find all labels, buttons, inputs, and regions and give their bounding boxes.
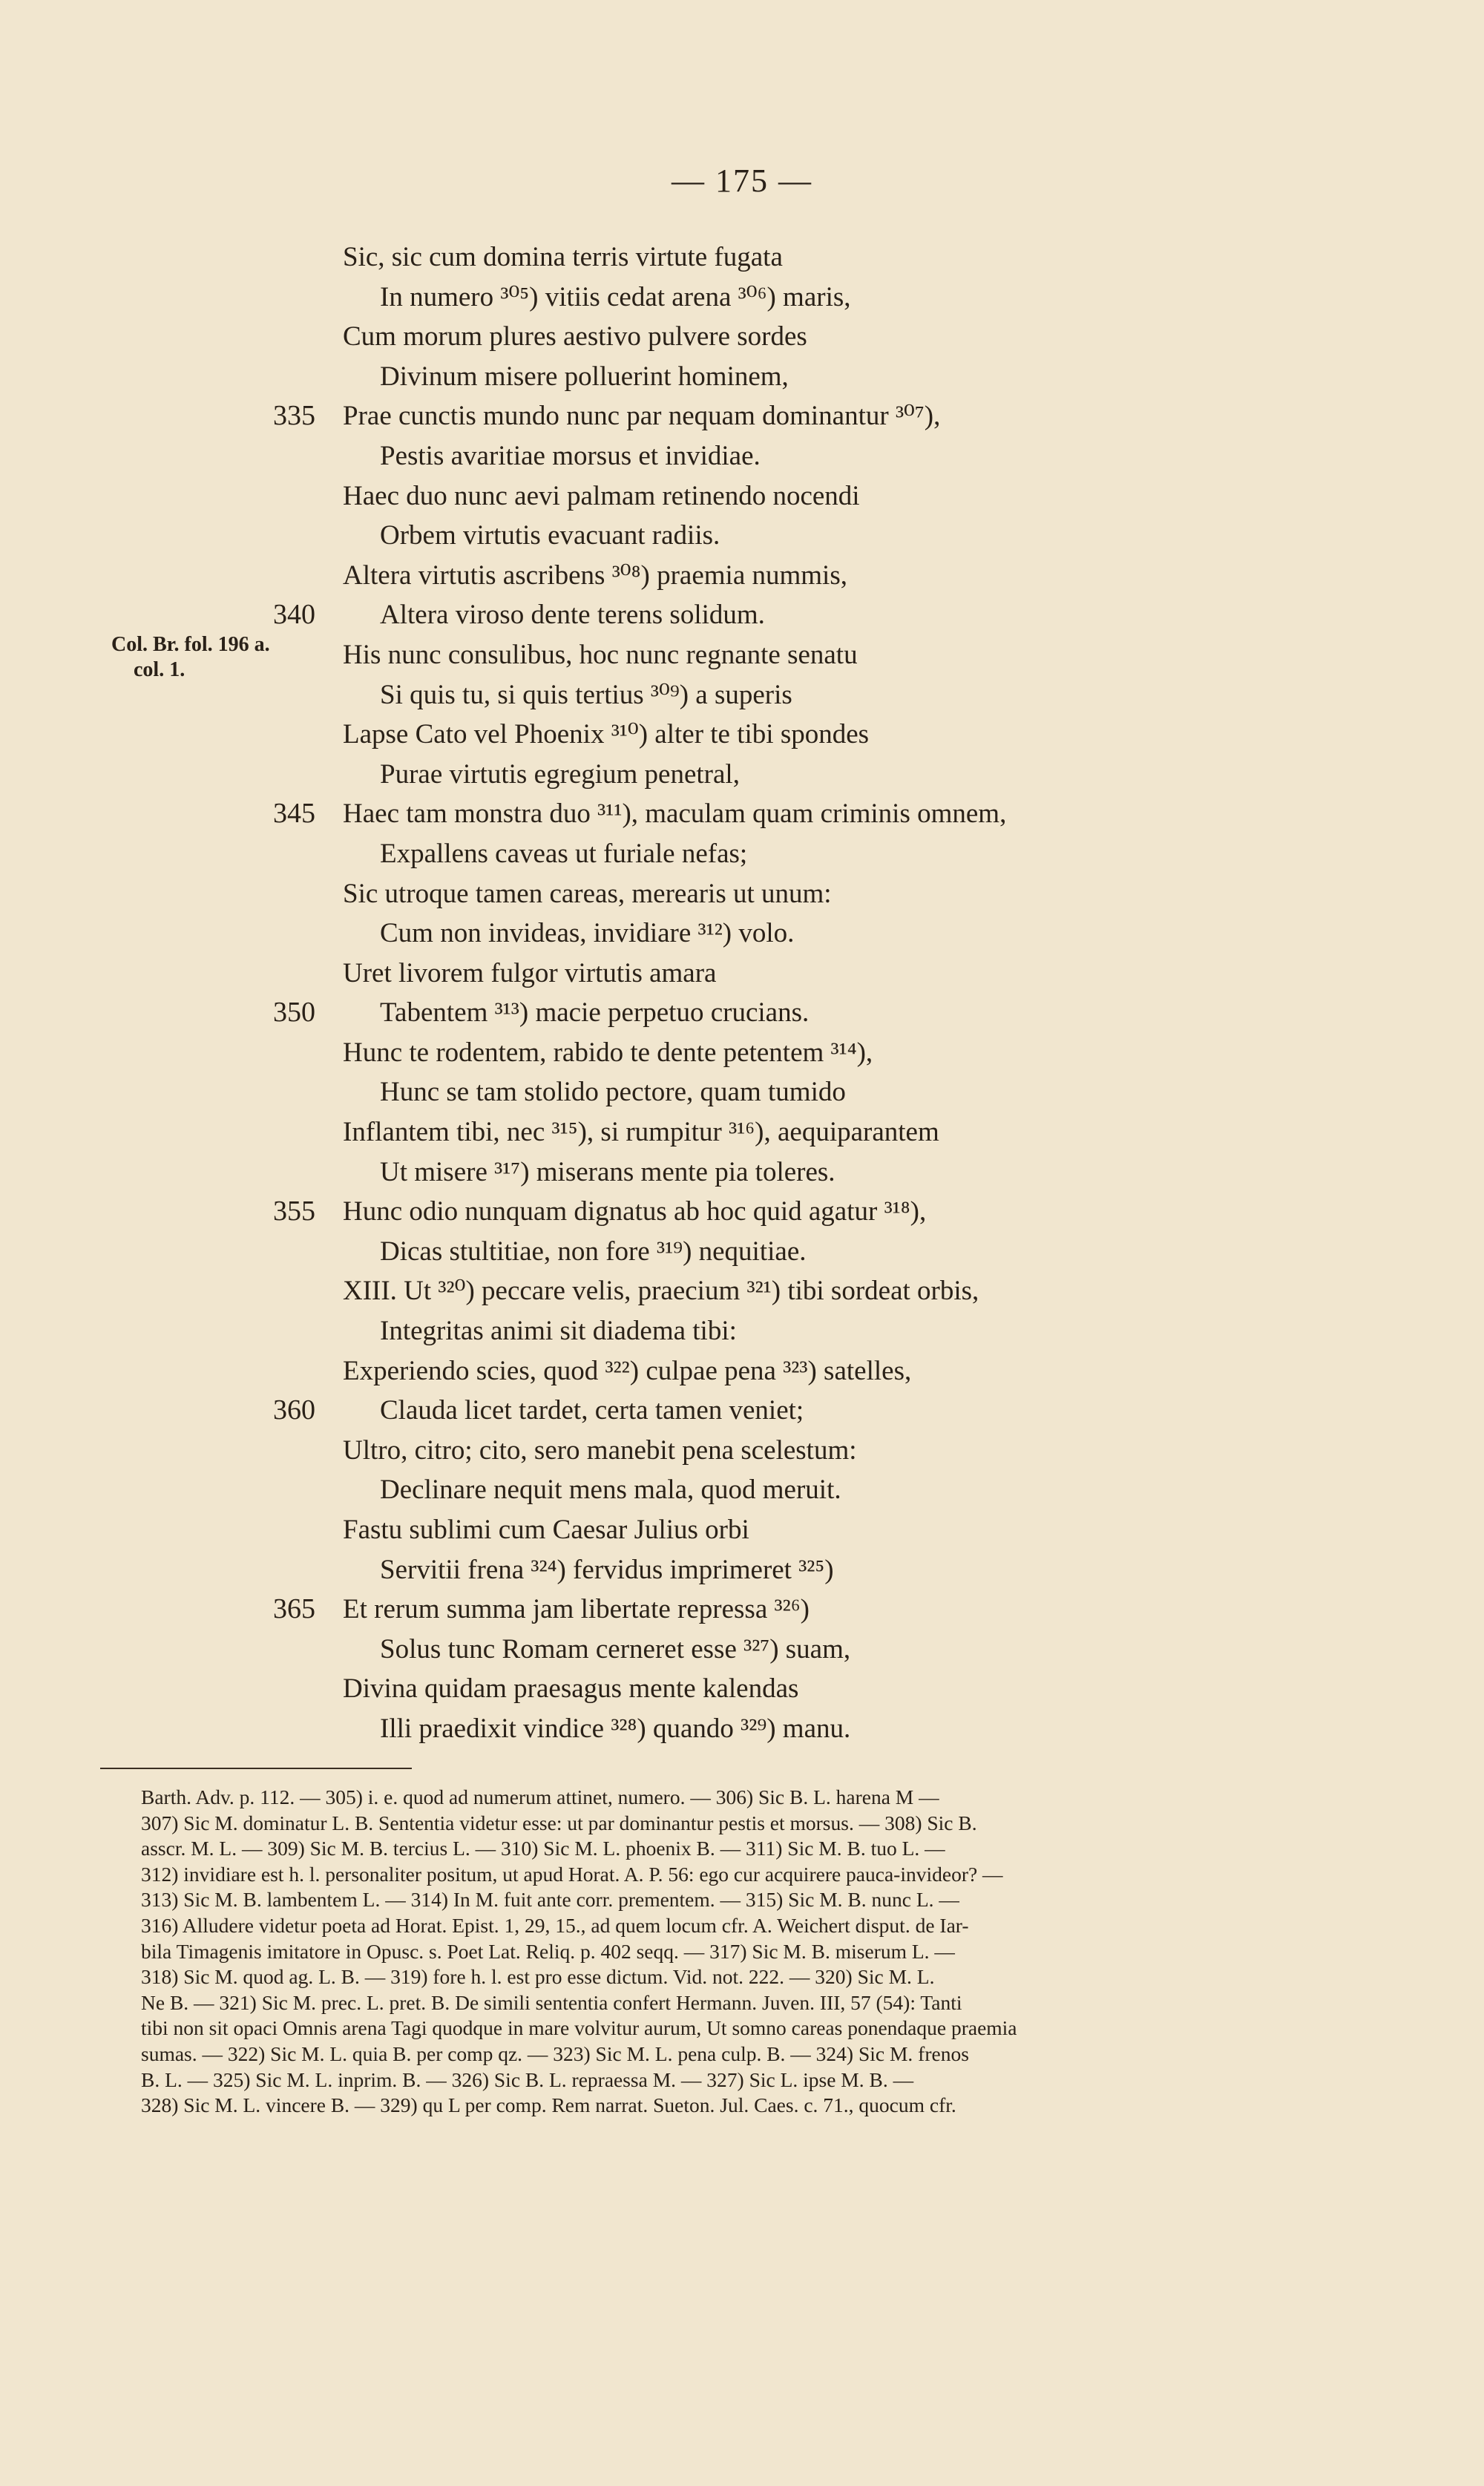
footnote-line: 307) Sic M. dominatur L. B. Sententia videtur esse: ut par dominantur pestis et morsus. — 308) Sic B.: [141, 1811, 977, 1834]
verse-line: [0, 954, 1484, 994]
verse-line: [0, 476, 1484, 516]
verse-line: [0, 357, 1484, 397]
verse-line: [0, 1271, 1484, 1311]
footnote-rule: [100, 1768, 412, 1769]
verse-text: Ut misere ³¹⁷) miserans mente pia toleres.: [380, 1156, 835, 1187]
verse-text: Expallens caveas ut furiale nefas;: [380, 838, 748, 869]
page-number: — 175 —: [672, 163, 812, 199]
footnote-line: 318) Sic M. quod ag. L. B. — 319) fore h. l. est pro esse dictum. Vid. not. 222. — 320) Sic M. L.: [141, 1965, 935, 1989]
verse-text: Solus tunc Romam cerneret esse ³²⁷) suam,: [380, 1633, 851, 1665]
verse-line: [0, 1033, 1484, 1073]
verse-line: [0, 237, 1484, 278]
line-number: 345: [273, 798, 315, 830]
verse-line: [0, 1391, 1484, 1431]
verse-line: [0, 874, 1484, 914]
verse-text: Purae virtutis egregium penetral,: [380, 758, 740, 790]
verse-text: Experiendo scies, quod ³²²) culpae pena ³²³) satelles,: [343, 1355, 912, 1386]
verse-text: Sic utroque tamen careas, merearis ut unum:: [343, 878, 832, 909]
verse-line: [0, 1152, 1484, 1193]
verse-line: [0, 1232, 1484, 1272]
verse-block: [0, 237, 1484, 1749]
verse-text: Divina quidam praesagus mente kalendas: [343, 1673, 799, 1705]
footnote-line: asscr. M. L. — 309) Sic M. B. tercius L. — 310) Sic M. L. phoenix B. — 311) Sic M. B. tuo L. —: [141, 1837, 945, 1860]
verse-text: Et rerum summa jam libertate repressa ³²⁶): [343, 1594, 810, 1625]
verse-text: XIII. Ut ³²⁰) peccare velis, praecium ³²¹) tibi sordeat orbis,: [343, 1276, 979, 1307]
verse-line: [0, 556, 1484, 596]
verse-line: [0, 1192, 1484, 1232]
verse-text: Hunc se tam stolido pectore, quam tumido: [380, 1077, 846, 1108]
verse-line: [0, 1072, 1484, 1112]
verse-text: Tabentem ³¹³) macie perpetuo crucians.: [380, 997, 810, 1029]
footnote-line: tibi non sit opaci Omnis arena Tagi quodque in mare volvitur aurum, Ut somno careas ponendaque praemia: [141, 2016, 1017, 2040]
verse-line: [0, 1112, 1484, 1152]
line-number: 340: [273, 599, 315, 631]
verse-text: Orbem virtutis evacuant radiis.: [380, 520, 720, 551]
verse-text: Inflantem tibi, nec ³¹⁵), si rumpitur ³¹⁶), aequiparantem: [343, 1117, 939, 1148]
footnote-line: 313) Sic M. B. lambentem L. — 314) In M. fuit ante corr. prementem. — 315) Sic M. B. nunc L. —: [141, 1888, 959, 1912]
verse-text: Fastu sublimi cum Caesar Julius orbi: [343, 1515, 749, 1545]
verse-text: Haec tam monstra duo ³¹¹), maculam quam criminis omnem,: [343, 798, 1007, 830]
footnote-line: bila Timagenis imitatore in Opusc. s. Poet Lat. Reliq. p. 402 seqq. — 317) Sic M. B. miserum L. —: [141, 1939, 955, 1963]
verse-line: [0, 1630, 1484, 1670]
verse-line: [0, 914, 1484, 954]
verse-text: Altera viroso dente terens solidum.: [380, 600, 765, 631]
line-number: 355: [273, 1196, 315, 1227]
footnote-line: 328) Sic M. L. vincere B. — 329) qu L per comp. Rem narrat. Sueton. Jul. Caes. c. 71., quocum cfr.: [141, 2093, 956, 2117]
verse-line: [0, 1550, 1484, 1590]
footnote-line: Barth. Adv. p. 112. — 305) i. e. quod ad numerum attinet, numero. — 306) Sic B. L. harena M —: [141, 1785, 939, 1808]
verse-line: [0, 1510, 1484, 1550]
verse-text: Hunc odio nunquam dignatus ab hoc quid agatur ³¹⁸),: [343, 1196, 927, 1227]
verse-line: [0, 1470, 1484, 1510]
verse-text: Clauda licet tardet, certa tamen veniet;: [380, 1395, 804, 1426]
verse-line: [0, 1590, 1484, 1630]
verse-text: Cum non invideas, invidiare ³¹²) volo.: [380, 918, 795, 949]
verse-text: Dicas stultitiae, non fore ³¹⁹) nequitiae.: [380, 1236, 807, 1267]
verse-line: [0, 436, 1484, 476]
verse-text: Hunc te rodentem, rabido te dente petentem ³¹⁴),: [343, 1037, 873, 1068]
verse-text: Ultro, citro; cito, sero manebit pena scelestum:: [343, 1434, 857, 1466]
footnote-line: B. L. — 325) Sic M. L. inprim. B. — 326) Sic B. L. repraessa M. — 327) Sic L. ipse M. B. —: [141, 2067, 914, 2091]
verse-line: [0, 715, 1484, 755]
verse-text: Servitii frena ³²⁴) fervidus imprimeret ³²⁵): [380, 1554, 834, 1585]
verse-text: Illi praedixit vindice ³²⁸) quando ³²⁹) manu.: [380, 1713, 851, 1744]
line-number: 360: [273, 1394, 315, 1426]
verse-line: [0, 1709, 1484, 1749]
verse-text: Divinum misere polluerint hominem,: [380, 361, 789, 392]
line-number: 350: [273, 997, 315, 1029]
verse-line: [0, 834, 1484, 874]
verse-line: [0, 278, 1484, 318]
verse-text: Integritas animi sit diadema tibi:: [380, 1316, 737, 1347]
verse-line: [0, 993, 1484, 1033]
footnote-line: 316) Alludere videtur poeta ad Horat. Epist. 1, 29, 15., ad quem locum cfr. A. Weichert disput. de Iar-: [141, 1913, 969, 1937]
verse-text: His nunc consulibus, hoc nunc regnante senatu: [343, 639, 858, 670]
verse-line: [0, 1351, 1484, 1391]
verse-line: [0, 396, 1484, 436]
verse-line: [0, 1431, 1484, 1471]
verse-line: [0, 794, 1484, 834]
footnote-line: Ne B. — 321) Sic M. prec. L. pret. B. De simili sententia confert Hermann. Juven. III, 57 (54): Tanti: [141, 1990, 962, 2014]
line-number: 335: [273, 400, 315, 432]
verse-line: [0, 1669, 1484, 1709]
verse-text: Uret livorem fulgor virtutis amara: [343, 957, 717, 988]
verse-text: Altera virtutis ascribens ³⁰⁸) praemia nummis,: [343, 560, 847, 591]
verse-text: Declinare nequit mens mala, quod meruit.: [380, 1475, 841, 1506]
verse-line: [0, 675, 1484, 715]
margin-note-line: col. 1.: [134, 658, 186, 681]
verse-text: Cum morum plures aestivo pulvere sordes: [343, 321, 807, 352]
verse-text: Prae cunctis mundo nunc par nequam dominantur ³⁰⁷),: [343, 401, 941, 432]
verse-line: [0, 755, 1484, 795]
verse-text: Pestis avaritiae morsus et invidiae.: [380, 440, 761, 471]
verse-line: [0, 1311, 1484, 1351]
verse-line: [0, 635, 1484, 675]
verse-line: [0, 595, 1484, 635]
footnotes: [141, 1785, 1358, 2119]
margin-note-line: Col. Br. fol. 196 a.: [111, 633, 270, 656]
verse-line: [0, 516, 1484, 556]
verse-text: Haec duo nunc aevi palmam retinendo nocendi: [343, 480, 860, 511]
line-number: 365: [273, 1593, 315, 1625]
verse-text: Sic, sic cum domina terris virtute fugata: [343, 242, 783, 272]
verse-text: In numero ³⁰⁵) vitiis cedat arena ³⁰⁶) maris,: [380, 281, 851, 312]
verse-text: Si quis tu, si quis tertius ³⁰⁹) a superis: [380, 679, 792, 710]
footnote-line: 312) invidiare est h. l. personaliter positum, ut apud Horat. A. P. 56: ego cur acquirere pauca-invideor? —: [141, 1862, 1003, 1886]
footnote-line: sumas. — 322) Sic M. L. quia B. per comp qz. — 323) Sic M. L. pena culp. B. — 324) Sic M. frenos: [141, 2041, 969, 2065]
verse-line: [0, 317, 1484, 357]
verse-text: Lapse Cato vel Phoenix ³¹⁰) alter te tibi spondes: [343, 719, 870, 750]
